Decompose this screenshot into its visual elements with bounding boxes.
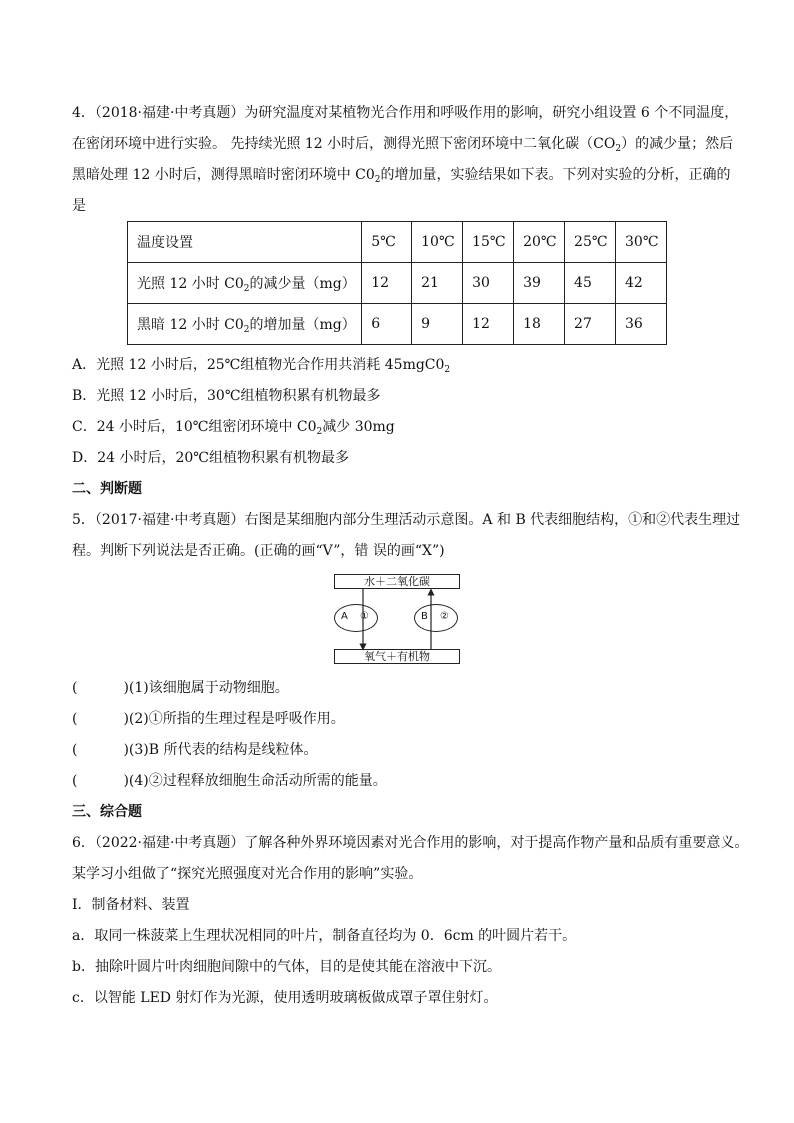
q4-line-1: 4．（2018·福建·中考真题）为研究温度对某植物光合作用和呼吸作用的影响，研究小组设置 6 个不同温度， [72,105,739,121]
q5-item-2: ( )(2)①所指的生理过程是呼吸作用。 [72,711,345,727]
q5-item-1: ( )(1)该细胞属于动物细胞。 [72,680,289,696]
table-cell: 30℃ [616,222,667,263]
table-cell: 光照 12 小时 $C0_2$的减少量（mg） [128,263,362,304]
table-cell: 9 [412,304,463,345]
structure-b [414,604,458,632]
structure-b-process: ② [440,611,449,622]
diagram-bottom-label: 氧气＋有机物 [334,649,460,664]
q4-option-c: C．24 小时后，10℃组密闭环境中 $C0_2$减少 30mg [72,419,395,437]
q4-option-d: D．24 小时后，20℃组植物积累有机物最多 [72,450,349,466]
q6-subheading: Ⅰ．制备材料、装置 [72,897,190,913]
q6-step-b: b．抽除叶圆片叶肉细胞间隙中的气体，目的是使其能在溶液中下沉。 [72,959,501,975]
q5-line-1: 5．（2017·福建·中考真题）右图是某细胞内部分生理活动示意图。A 和 B 代表细胞结构，①和②代表生理过 [72,512,741,528]
table-cell: 25℃ [565,222,616,263]
q6-step-a: a．取同一株菠菜上生理状况相同的叶片，制备直径均为 0．6cm 的叶圆片若干。 [72,928,577,944]
q4-option-b: B．光照 12 小时后，30℃组植物积累有机物最多 [72,388,381,404]
cell-process-diagram [330,573,464,664]
table-cell: 黑暗 12 小时 $C0_2$的增加量（mg） [128,304,362,345]
table-cell: 12 [463,304,514,345]
table-cell: 20℃ [514,222,565,263]
table-cell: 30 [463,263,514,304]
section-heading-3: 三、综合题 [72,804,142,820]
table-cell: 39 [514,263,565,304]
q6-step-c: c．以智能 LED 射灯作为光源，使用透明玻璃板做成罩子罩住射灯。 [72,990,498,1006]
table-row [128,304,667,345]
table-cell: 21 [412,263,463,304]
table-cell: 45 [565,263,616,304]
table-cell: 6 [362,304,412,345]
table-cell: 5℃ [362,222,412,263]
table-cell: 18 [514,304,565,345]
table-cell: 27 [565,304,616,345]
q6-line-1: 6．（2022·福建·中考真题）了解各种外界环境因素对光合作用的影响，对于提高作物产量和品质有重要意义。 [72,835,749,851]
table-header-row [128,222,667,263]
table-row [128,263,667,304]
q5-item-3: ( )(3)B 所代表的结构是线粒体。 [72,742,318,758]
section-heading-2: 二、判断题 [72,481,142,497]
table-cell: 15℃ [463,222,514,263]
table-cell: 温度设置 [128,222,362,263]
q4-option-a: A．光照 12 小时后，25℃组植物光合作用共消耗 $45mgC0_2$ [72,357,451,375]
structure-a-process: ① [360,611,369,622]
q4-line-2: 在密闭环境中进行实验。 先持续光照 12 小时后，测得光照下密闭环境中二氧化碳$(CO_2)$的减少量；然后 [72,136,734,154]
q5-line-2: 程。判断下列说法是否正确。(正确的画“V”，错 误的画“X”) [72,543,445,559]
q4-data-table [127,221,667,345]
table-cell: 10℃ [412,222,463,263]
q4-line-4: 是 [72,198,86,214]
q6-line-2: 某学习小组做了“探究光照强度对光合作用的影响”实验。 [72,866,423,882]
structure-a-letter: A [341,611,348,622]
q4-line-3: 黑暗处理 12 小时后，测得黑暗时密闭环境中 $C0_2$的增加量，实验结果如下表。下列对实验的分析，正确的 [72,167,731,185]
table-cell: 12 [362,263,412,304]
structure-a [334,604,378,632]
structure-b-letter: B [421,611,428,622]
diagram-top-label: 水＋二氧化碳 [334,574,460,589]
q5-item-4: ( )(4)②过程释放细胞生命活动所需的能量。 [72,773,387,789]
table-cell: 42 [616,263,667,304]
table-cell: 36 [616,304,667,345]
